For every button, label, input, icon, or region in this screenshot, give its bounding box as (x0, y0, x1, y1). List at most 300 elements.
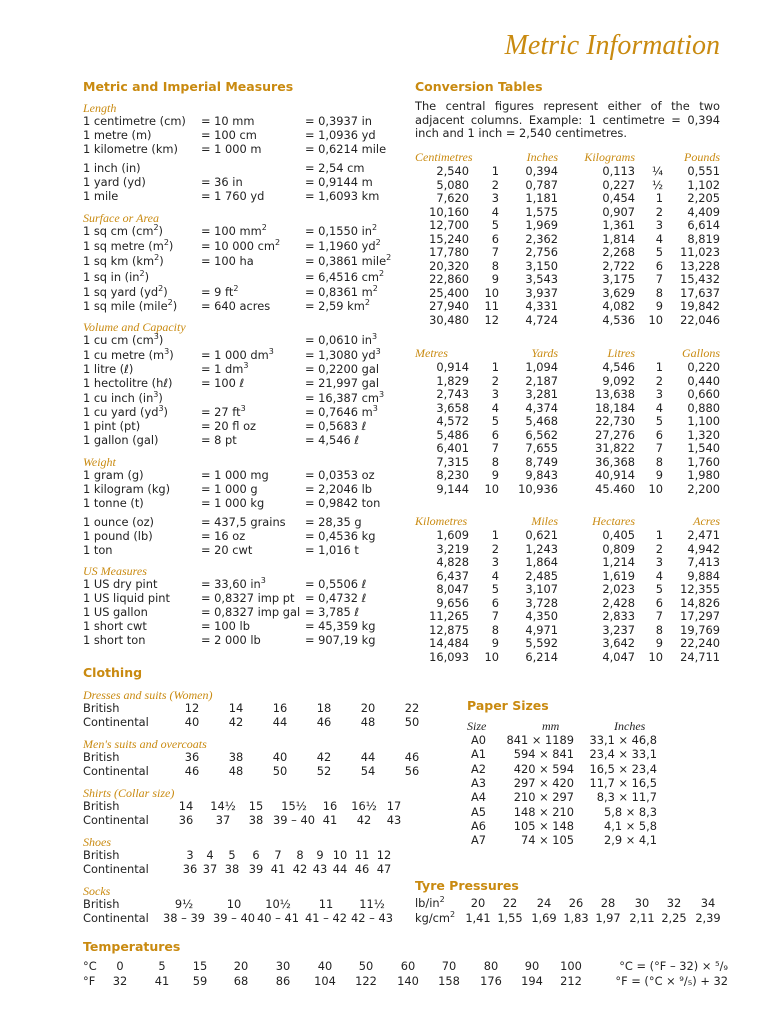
clothing-size: 3 (186, 848, 194, 862)
paper-size: A0 (471, 733, 487, 747)
metric-row (83, 255, 393, 269)
metric-cell: 1 yard (yd) (83, 175, 146, 189)
conversion-cell: 5,468 (525, 414, 558, 428)
conversion-cell: 7,620 (436, 191, 469, 205)
conversion-cell: 1,094 (525, 360, 558, 374)
clothing-size: 46 (184, 764, 200, 778)
conversion-cell: 3,629 (602, 285, 635, 300)
clothing-size: 40 – 41 (257, 911, 299, 925)
clothing-size: 56 (404, 764, 420, 778)
clothing-size: 40 (272, 750, 288, 764)
conversion-cell: 0,907 (602, 204, 635, 219)
clothing-size: 46 (316, 715, 332, 729)
conversion-cell: 10 (648, 481, 663, 496)
conversion-cell: 1,575 (525, 204, 558, 219)
clothing-size: 6 (252, 848, 260, 862)
conversion-cell: 1,980 (687, 468, 720, 482)
clothing-size: 42 (228, 715, 244, 729)
paper-heading: Paper Sizes (467, 698, 549, 713)
conversion-cell: 2,023 (602, 582, 635, 596)
clothing-row-label: British (83, 848, 120, 862)
metric-cell: = 0,6214 mile (305, 142, 387, 156)
clothing-size: 42 (316, 750, 332, 764)
metric-cell: = 0,4732 ℓ (305, 591, 367, 605)
paper-header-cell: Inches (614, 719, 646, 733)
clothing-row-label: Continental (83, 862, 149, 876)
paper-inches: 4,1 × 5,8 (603, 818, 657, 833)
paper-inches: 23,4 × 33,1 (589, 747, 657, 762)
metric-cell: = 1 $dm^3$ (201, 361, 249, 376)
metric-cell: = 16 oz (201, 529, 246, 543)
conversion-cell: 2 (491, 177, 499, 192)
conversion-cell: 20,320 (429, 258, 469, 273)
conversion-cell: 3,658 (436, 400, 469, 415)
conversion-row (415, 273, 720, 287)
metric-row (83, 349, 393, 363)
paper-row (467, 748, 697, 762)
metric-cell: = 1 760 yd (201, 189, 265, 203)
conversion-cell: 5,486 (436, 427, 469, 442)
conversion-cell: 2,756 (525, 245, 558, 259)
conversion-cell: 9 (655, 636, 663, 650)
conversion-cell: 7 (491, 245, 499, 259)
temperature-value: 59 (192, 974, 208, 988)
clothing-size: 5 (228, 848, 236, 862)
metric-row (83, 469, 393, 483)
metric-cell: = 1,6093 km (305, 189, 380, 203)
conversion-row (415, 260, 720, 274)
conversion-row (415, 637, 720, 651)
conversion-row (415, 651, 720, 665)
conversion-header-cell: Gallons (681, 346, 720, 360)
metric-cell: = 437,5 grains (201, 515, 286, 529)
paper-mm: 148 × 210 (513, 804, 574, 819)
conversion-cell: 0,454 (602, 191, 635, 205)
tyre-value: 34 (700, 896, 716, 910)
metric-cell: 1 US dry pint (83, 577, 158, 591)
conversion-cell: 3 (655, 555, 663, 569)
metric-cell: = 21,997 gal (305, 376, 380, 390)
conversion-cell: 5 (491, 414, 499, 428)
conversion-cell: 9 (491, 468, 499, 482)
conversion-cell: 17,297 (680, 609, 720, 623)
metric-row (83, 377, 393, 391)
tyre-value: 20 (470, 896, 486, 910)
conversion-cell: 0,880 (687, 400, 720, 415)
metric-cell: = 9 $ft^2$ (201, 284, 239, 299)
clothing-size: 9 (316, 848, 324, 862)
metric-row (83, 392, 393, 406)
paper-header (467, 720, 697, 734)
conversion-cell: 8 (491, 258, 499, 273)
conversion-cell: 6,562 (525, 427, 558, 442)
metric-cell: 1 sq km $(km^2)$ (83, 253, 164, 268)
clothing-size: 48 (360, 715, 376, 729)
metric-row (83, 240, 393, 254)
conversion-cell: 3,237 (602, 622, 635, 637)
temperature-formula: °F = (°C × ⁹/₅) + 32 (615, 974, 728, 988)
clothing-size: 44 (360, 750, 376, 764)
conversion-cell: 2 (491, 373, 499, 388)
clothing-size: 36 (182, 862, 198, 876)
conversion-cell: 0,914 (436, 360, 469, 374)
clothing-size: 18 (316, 701, 332, 715)
metric-cell: = 0,8327 imp gal (201, 605, 301, 619)
conversion-cell: 0,621 (525, 528, 558, 542)
conversion-row (415, 543, 720, 557)
conversion-cell: 4,572 (436, 414, 469, 428)
temperature-value: 100 (560, 959, 582, 973)
clothing-size: 20 (360, 701, 376, 715)
metric-cell: 1 centimetre (cm) (83, 114, 186, 128)
metric-cell: = 907,19 kg (305, 633, 376, 647)
conversion-header-cell: Centimetres (415, 150, 473, 164)
tyre-row (415, 897, 725, 912)
conversion-cell: 1 (491, 360, 499, 374)
clothing-size: 15 (248, 799, 264, 813)
paper-mm: 297 × 420 (513, 775, 574, 790)
conversion-cell: 0,405 (602, 528, 635, 542)
temperature-value: 5 (158, 959, 166, 973)
conversion-cell: 10 (648, 312, 663, 327)
temperatures-heading: Temperatures (83, 939, 181, 954)
metric-cell: 1 sq in $(in^2)$ (83, 269, 150, 284)
metric-cell: 1 gallon (gal) (83, 433, 159, 447)
conversion-cell: 8,749 (525, 454, 558, 469)
metric-cell: 1 mile (83, 189, 119, 203)
clothing-size: 14 (228, 701, 244, 715)
metric-heading: Metric and Imperial Measures (83, 79, 294, 94)
clothing-size: 22 (404, 701, 420, 715)
clothing-size: 39 – 40 (213, 911, 255, 925)
temperature-value: 41 (154, 974, 170, 988)
conversion-cell: 3,175 (602, 272, 635, 286)
tyre-value: 24 (536, 896, 552, 910)
conversion-cell: 4,374 (525, 400, 558, 415)
paper-inches: 16,5 × 23,4 (589, 761, 657, 776)
metric-cell: = 1 000 mg (201, 468, 269, 482)
conversion-cell: 3 (655, 387, 663, 401)
conversion-cell: 25,400 (429, 285, 469, 300)
clothing-size: 43 (386, 813, 402, 827)
metric-cell: = 2,59 $km^2$ (305, 298, 370, 313)
metric-cell: = 1,016 t (305, 543, 359, 557)
conversion-header-cell: Kilograms (584, 150, 635, 164)
metric-cell: 1 short ton (83, 633, 146, 647)
tyre-value: 1,69 (531, 911, 557, 925)
conversion-row (415, 361, 720, 375)
conversion-cell: 14,484 (429, 636, 469, 650)
clothing-size: 38 (224, 862, 240, 876)
conversion-cell: 4,724 (525, 312, 558, 327)
conversion-cell: 1 (491, 164, 499, 178)
conversion-cell: 18,184 (595, 400, 635, 415)
metric-cell: 1 hectolitre (hℓ) (83, 376, 173, 390)
conversion-cell: 3,543 (525, 272, 558, 286)
conversion-cell: 6 (655, 427, 663, 442)
clothing-size: 46 (354, 862, 370, 876)
metric-row (83, 129, 393, 143)
clothing-size: 12 (184, 701, 200, 715)
metric-row (83, 420, 393, 434)
conversion-cell: 1,361 (602, 218, 635, 232)
conversion-cell: 2,428 (602, 595, 635, 610)
conversion-row (415, 624, 720, 638)
clothing-size: 48 (228, 764, 244, 778)
conversion-header-cell: Metres (415, 346, 448, 360)
conversion-cell: 1 (655, 528, 663, 542)
conversion-row (415, 314, 720, 328)
conversion-cell: 5 (491, 218, 499, 232)
clothing-row (83, 800, 403, 814)
conversion-cell: 7 (491, 609, 499, 623)
metric-row (83, 544, 393, 558)
tyre-value: 2,39 (695, 911, 721, 925)
paper-size: A6 (471, 818, 487, 833)
tyre-value: 28 (600, 896, 616, 910)
conversion-row (415, 415, 720, 429)
conversion-cell: 5 (655, 414, 663, 428)
metric-cell: 1 US liquid pint (83, 591, 170, 605)
conversion-cell: 15,432 (680, 272, 720, 286)
metric-cell: 1 ton (83, 543, 113, 557)
metric-cell: 1 pint (pt) (83, 419, 141, 433)
metric-row (83, 190, 393, 204)
conversion-cell: 2,268 (602, 245, 635, 259)
metric-cell: = 36 in (201, 175, 243, 189)
temperature-value: 50 (358, 959, 374, 973)
metric-cell: = 27 $ft^3$ (201, 404, 246, 419)
clothing-size: 16½ (351, 799, 377, 813)
conversion-cell: 5,592 (525, 636, 558, 650)
temperature-value: 32 (112, 974, 128, 988)
clothing-size: 44 (332, 862, 348, 876)
metric-cell: = 1,3080 $yd^3$ (305, 347, 381, 362)
conversion-cell: 6,401 (436, 441, 469, 455)
clothing-size: 42 (356, 813, 372, 827)
metric-row (83, 620, 393, 634)
conversion-cell: 2,722 (602, 258, 635, 273)
paper-inches: 2,9 × 4,1 (603, 833, 657, 848)
conversion-cell: 3,281 (525, 387, 558, 401)
conversion-cell: 4 (655, 231, 663, 246)
conversion-cell: 3 (491, 191, 499, 205)
metric-cell: 1 inch (in) (83, 161, 141, 175)
conversion-row (415, 179, 720, 193)
clothing-row (83, 715, 420, 730)
conversion-cell: 9,656 (436, 595, 469, 610)
conversion-table-header (415, 347, 720, 361)
metric-cell: = 640 acres (201, 299, 271, 313)
conversion-cell: 6 (655, 258, 663, 273)
metric-cell: 1 gram (g) (83, 468, 144, 482)
conversion-cell: 1,100 (687, 414, 720, 428)
conversion-cell: 4 (491, 204, 499, 219)
clothing-size: 11 (318, 897, 334, 911)
metric-cell: = 1 000 g (201, 482, 258, 496)
conversion-cell: 9,144 (436, 481, 469, 496)
conversion-cell: 4,331 (525, 299, 558, 313)
conversion-cell: 2,187 (525, 373, 558, 388)
metric-cell: = 1,0936 yd (305, 128, 376, 142)
conversion-cell: 4,942 (687, 541, 720, 556)
metric-cell: = 0,1550 $in^2$ (305, 223, 378, 238)
metric-cell: = 0,0353 oz (305, 468, 375, 482)
conversion-cell: 1,829 (436, 373, 469, 388)
conversion-cell: 12,355 (680, 582, 720, 596)
temperature-value: 30 (275, 959, 291, 973)
paper-header-cell: mm (542, 719, 560, 733)
metric-row (83, 143, 393, 157)
conversion-row (415, 287, 720, 301)
conversion-cell: 1,609 (436, 528, 469, 542)
clothing-row (83, 701, 420, 716)
conversion-cell: 1 (655, 360, 663, 374)
clothing-row (83, 912, 403, 926)
tyre-value: 2,11 (629, 911, 655, 925)
conversion-cell: 2,485 (525, 568, 558, 583)
metric-cell: 1 short cwt (83, 619, 147, 633)
conversion-cell: 3 (491, 555, 499, 569)
clothing-row-label: British (83, 701, 120, 715)
conversion-cell: 2 (655, 204, 663, 219)
conversion-cell: 7 (655, 272, 663, 286)
metric-row (83, 516, 393, 530)
metric-section-title: Weight (83, 455, 116, 469)
conversion-cell: 9 (491, 636, 499, 650)
conversion-cell: 13,638 (595, 387, 635, 401)
metric-cell: = 1 000 m (201, 142, 262, 156)
metric-cell: = 10 000 $cm^2$ (201, 238, 281, 253)
conversion-description: The central figures represent either of the two adjacent columns. Example: 1 centimetre = 0,394 inch and 1 inch = 2,540 centimetres. (415, 99, 720, 140)
metric-cell: = 100 cm (201, 128, 257, 142)
clothing-row-label: British (83, 750, 120, 764)
conversion-cell: 8 (655, 454, 663, 469)
conversion-cell: 4 (491, 568, 499, 583)
clothing-size: 36 (178, 813, 194, 827)
metric-cell: 1 sq yard $(yd^2)$ (83, 284, 168, 299)
conversion-row (415, 233, 720, 247)
conversion-cell: 2,540 (436, 164, 469, 178)
conversion-cell: 0,660 (687, 387, 720, 401)
metric-cell: 1 metre (m) (83, 128, 152, 142)
conversion-cell: 6 (491, 427, 499, 442)
conversion-cell: 0,551 (687, 164, 720, 178)
conversion-cell: ½ (651, 177, 663, 192)
tyre-value: 2,25 (661, 911, 687, 925)
metric-cell: = 28,35 g (305, 515, 362, 529)
metric-cell: = 0,0610 $in^3$ (305, 332, 378, 347)
temperature-value: 122 (355, 974, 377, 988)
conversion-cell: 22,240 (680, 636, 720, 650)
conversion-cell: 5 (655, 582, 663, 596)
clothing-section-title: Shoes (83, 835, 111, 849)
conversion-cell: 11,265 (429, 609, 469, 623)
clothing-row (83, 750, 420, 765)
conversion-cell: 6,437 (436, 568, 469, 583)
conversion-cell: 27,940 (429, 299, 469, 313)
paper-mm: 105 × 148 (513, 818, 574, 833)
conversion-cell: 1,102 (687, 177, 720, 192)
metric-cell: 1 pound (lb) (83, 529, 153, 543)
clothing-size: 38 – 39 (163, 911, 205, 925)
paper-size: A7 (471, 833, 487, 848)
paper-mm: 420 × 594 (513, 761, 574, 776)
clothing-row (83, 814, 403, 828)
conversion-cell: 3 (491, 387, 499, 401)
paper-row (467, 820, 697, 834)
conversion-row (415, 456, 720, 470)
conversion-row (415, 388, 720, 402)
metric-cell: 1 kilogram (kg) (83, 482, 171, 496)
conversion-cell: 0,394 (525, 164, 558, 178)
conversion-cell: 1 (655, 191, 663, 205)
metric-cell: = 1 000 $dm^3$ (201, 347, 274, 362)
conversion-cell: 22,860 (429, 272, 469, 286)
conversion-cell: 1,969 (525, 218, 558, 232)
clothing-size: 36 (184, 750, 200, 764)
metric-row (83, 334, 393, 348)
conversion-cell: 8,819 (687, 231, 720, 246)
clothing-section-title: Shirts (Collar size) (83, 786, 175, 800)
conversion-cell: ¼ (651, 164, 663, 178)
conversion-cell: 6 (491, 595, 499, 610)
conversion-row (415, 469, 720, 483)
paper-row (467, 763, 697, 777)
metric-cell: = 16,387 $cm^3$ (305, 390, 385, 405)
conversion-table-header (415, 151, 720, 165)
conversion-cell: 1,540 (687, 441, 720, 455)
conversion-header-cell: Litres (607, 346, 635, 360)
conversion-cell: 4,546 (602, 360, 635, 374)
metric-row (83, 606, 393, 620)
metric-cell: = 2,2046 lb (305, 482, 373, 496)
clothing-size: 37 (202, 862, 218, 876)
paper-mm: 594 × 841 (513, 747, 574, 762)
conversion-cell: 13,228 (680, 258, 720, 273)
conversion-cell: 6,614 (687, 218, 720, 232)
conversion-row (415, 300, 720, 314)
conversion-cell: 0,113 (602, 164, 635, 178)
tyre-row-label: $kg/cm^2$ (415, 910, 456, 925)
conversion-row (415, 556, 720, 570)
metric-row (83, 300, 393, 314)
conversion-cell: 6 (655, 595, 663, 610)
conversion-cell: 3 (655, 218, 663, 232)
clothing-size: 41 (270, 862, 286, 876)
conversion-header-cell: Miles (531, 514, 558, 528)
conversion-cell: 9,092 (602, 373, 635, 388)
conversion-cell: 1,760 (687, 454, 720, 469)
conversion-cell: 1 (491, 528, 499, 542)
metric-row (83, 634, 393, 648)
clothing-row-label: British (83, 799, 120, 813)
paper-row (467, 834, 697, 848)
conversion-cell: 5 (491, 582, 499, 596)
conversion-cell: 2 (655, 373, 663, 388)
metric-row (83, 176, 393, 190)
temperature-row (83, 975, 728, 990)
clothing-size: 10½ (265, 897, 291, 911)
conversion-table-header (415, 515, 720, 529)
paper-row (467, 806, 697, 820)
paper-size: A1 (471, 747, 487, 762)
metric-section-title: Length (83, 101, 117, 115)
conversion-cell: 11,023 (680, 245, 720, 259)
conversion-cell: 45.460 (595, 481, 635, 496)
metric-cell: = 100 ha (201, 254, 254, 268)
conversion-cell: 12,700 (429, 218, 469, 232)
